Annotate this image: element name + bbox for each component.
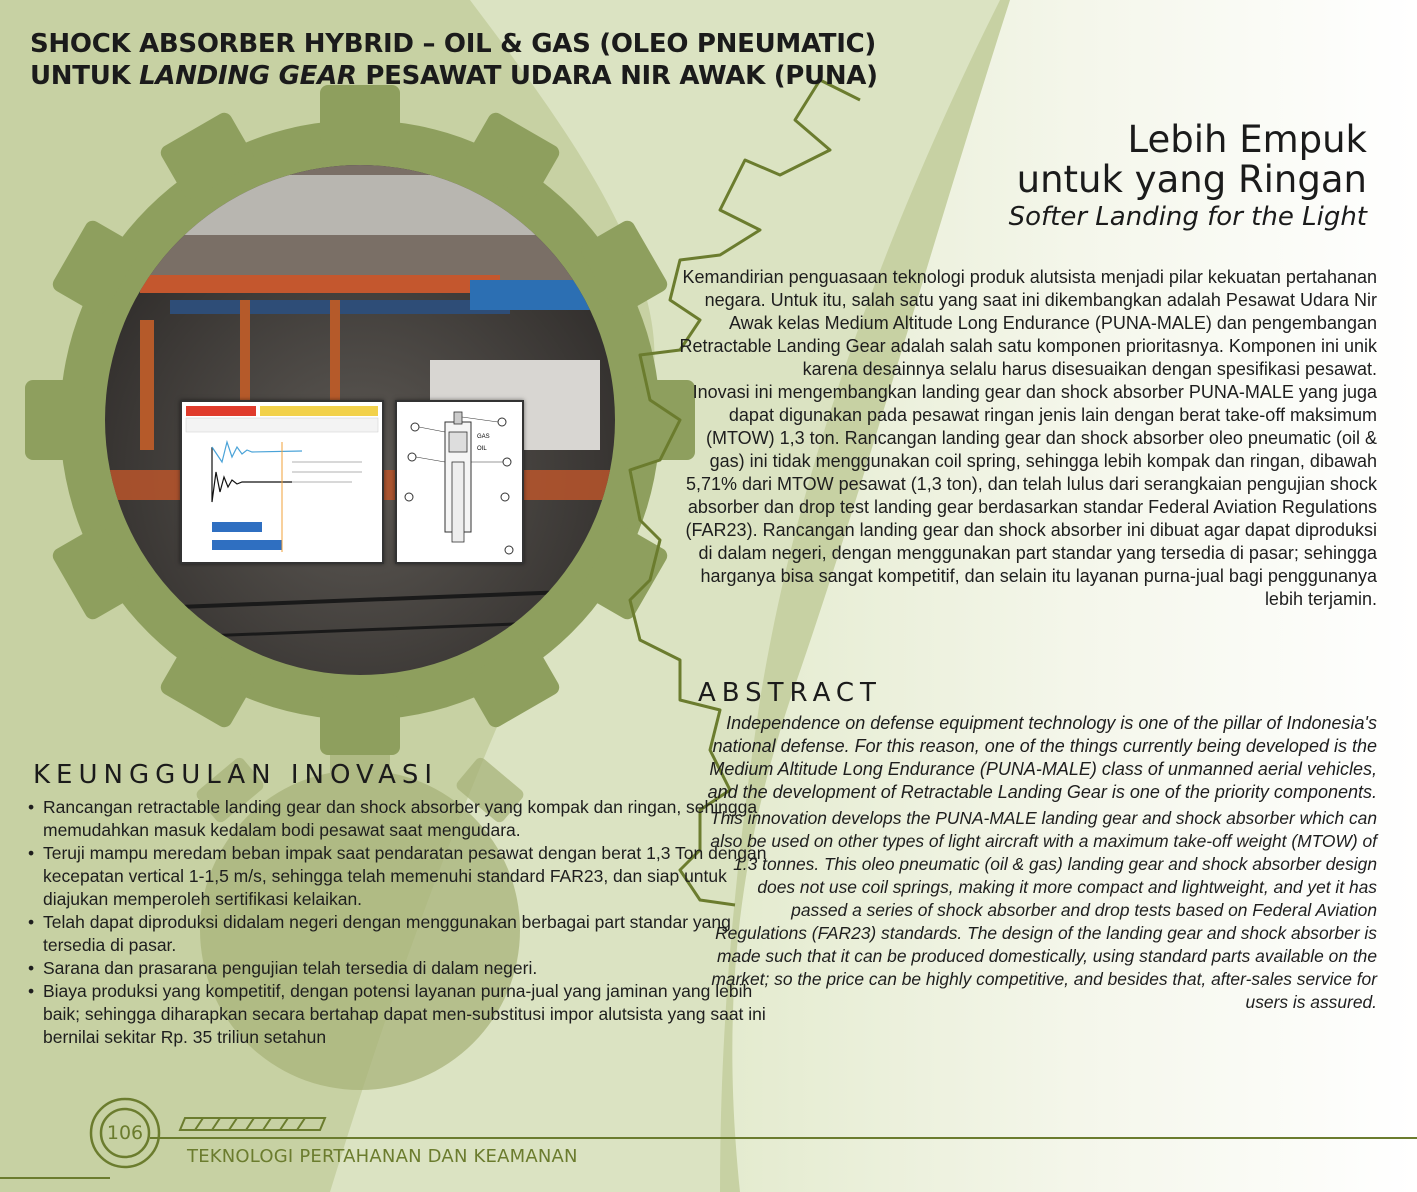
gas-label: GAS <box>477 434 490 440</box>
advantage-item: • Sarana dan prasarana pengujian telah tersedia di dalam negeri. <box>28 957 768 980</box>
title-line-1: SHOCK ABSORBER HYBRID – OIL & GAS (OLEO PNEUMATIC) <box>30 29 876 59</box>
abstract-text <box>697 712 1377 1014</box>
oil-label: OIL <box>477 446 487 452</box>
advantage-item: • Teruji mampu meredam beban impak saat pendaratan pesawat dengan berat 1,3 Ton dengan kecepatan vertical 1-1,5 m/s, sehingga telah memenuhi standard FAR23, dan siap untuk diajukan memperoleh sertifikasi kelaikan. <box>28 842 768 911</box>
headline-subtitle: Softer Landing for the Light <box>1008 202 1367 232</box>
intro-text <box>677 266 1377 611</box>
advantage-item: • Rancangan retractable landing gear dan shock absorber yang kompak dan ringan, sehingga memudahkan masuk kedalam bodi pesawat saat mengudara. <box>28 796 768 842</box>
advantage-item: • Biaya produksi yang kompetitif, dengan potensi layanan purna-jual yang jaminan yang lebih baik; sehingga diharapkan secara bertahap dapat men-substitusi impor alutsista yang saat ini bernilai sekitar Rp. 35 triliun setahun <box>28 980 768 1049</box>
footer-section-title: TEKNOLOGI PERTAHANAN DAN KEAMANAN <box>187 1146 578 1167</box>
title-line-2-italic: LANDING GEAR <box>139 61 357 91</box>
advantages-list <box>28 796 768 1049</box>
abstract-paragraph-1: Independence on defense equipment technology is one of the pillar of Indonesia's national defense. For this reason, one of the things currently being developed is the Medium Altitude Long Endurance (PUNA-MALE) class of unmanned aerial vehicles, and the development of Retractable Landing Gear is one of the priority components. <box>707 713 1377 802</box>
headline <box>1009 120 1367 234</box>
intro-paragraph-1: Kemandirian penguasaan teknologi produk alutsista menjadi pilar kekuatan pertahanan negara. Untuk itu, salah satu yang saat ini dikembangkan adalah Pesawat Udara Nir Awak kelas Medium Altitude Long Endurance (PUNA-MALE) dan pengembangan Retractable Landing Gear adalah salah satu komponen prioritasnya. Komponen ini unik karena desainnya selalu harus disesuaikan dengan spesifikasi pesawat. <box>679 267 1377 379</box>
advantages-heading: KEUNGGULAN INOVASI <box>33 760 439 790</box>
shock-absorber-diagram <box>395 400 524 564</box>
abstract-heading: ABSTRACT <box>698 678 882 708</box>
page-number: 106 <box>106 1122 144 1144</box>
advantage-item: • Telah dapat diproduksi didalam negeri dengan menggunakan berbagai part standar yang tersedia di pasar. <box>28 911 768 957</box>
headline-line-2: untuk yang Ringan <box>1016 158 1367 201</box>
drop-test-graph <box>182 402 382 562</box>
abstract-paragraph-2: This innovation develops the PUNA-MALE landing gear and shock absorber which can also be used on other types of light aircraft with a maximum take-off weight (MTOW) of 1.3 tonnes. This oleo pneumatic (oil & gas) landing gear and shock absorber design does not use coil springs, making it more compact and lightweight, and yet it has passed a series of shock absorber and drop tests based on Federal Aviation Regulations (FAR23) standards. The design of the landing gear and shock absorber is made such that it can be produced domestically, using standard parts available on the market; so the price can be highly competitive, and besides that, after-sales service for users is assured. <box>709 808 1377 1012</box>
article-title <box>30 28 878 92</box>
title-line-2-suffix: PESAWAT UDARA NIR AWAK (PUNA) <box>356 61 878 91</box>
title-line-2-prefix: UNTUK <box>30 61 140 91</box>
drop-test-chart-image <box>180 400 384 564</box>
shock-absorber-drawing <box>397 402 522 562</box>
intro-paragraph-2: Inovasi ini mengembangkan landing gear dan shock absorber PUNA-MALE yang juga dapat digunakan pada pesawat ringan jenis lain dengan berat take-off maksimum (MTOW) 1,3 ton. Rancangan landing gear dan shock absorber oleo pneumatic (oil & gas) ini tidak menggunakan coil spring, sehingga lebih kompak dan ringan, dibawah 5,71% dari MTOW pesawat (1,3 ton), dan telah lulus dari serangkaian pengujian shock absorber dan drop test landing gear berdasarkan standar Federal Aviation Regulations (FAR23). Rancangan landing gear dan shock absorber ini dibuat agar dapat diproduksi di dalam negeri, dengan menggunakan part standar yang tersedia di pasar; sehingga harganya bisa sangat kompetitif, dan selain itu layanan purna-jual bagi penggunanya lebih terjamin. <box>685 382 1377 609</box>
headline-line-1: Lebih Empuk <box>1127 118 1367 161</box>
